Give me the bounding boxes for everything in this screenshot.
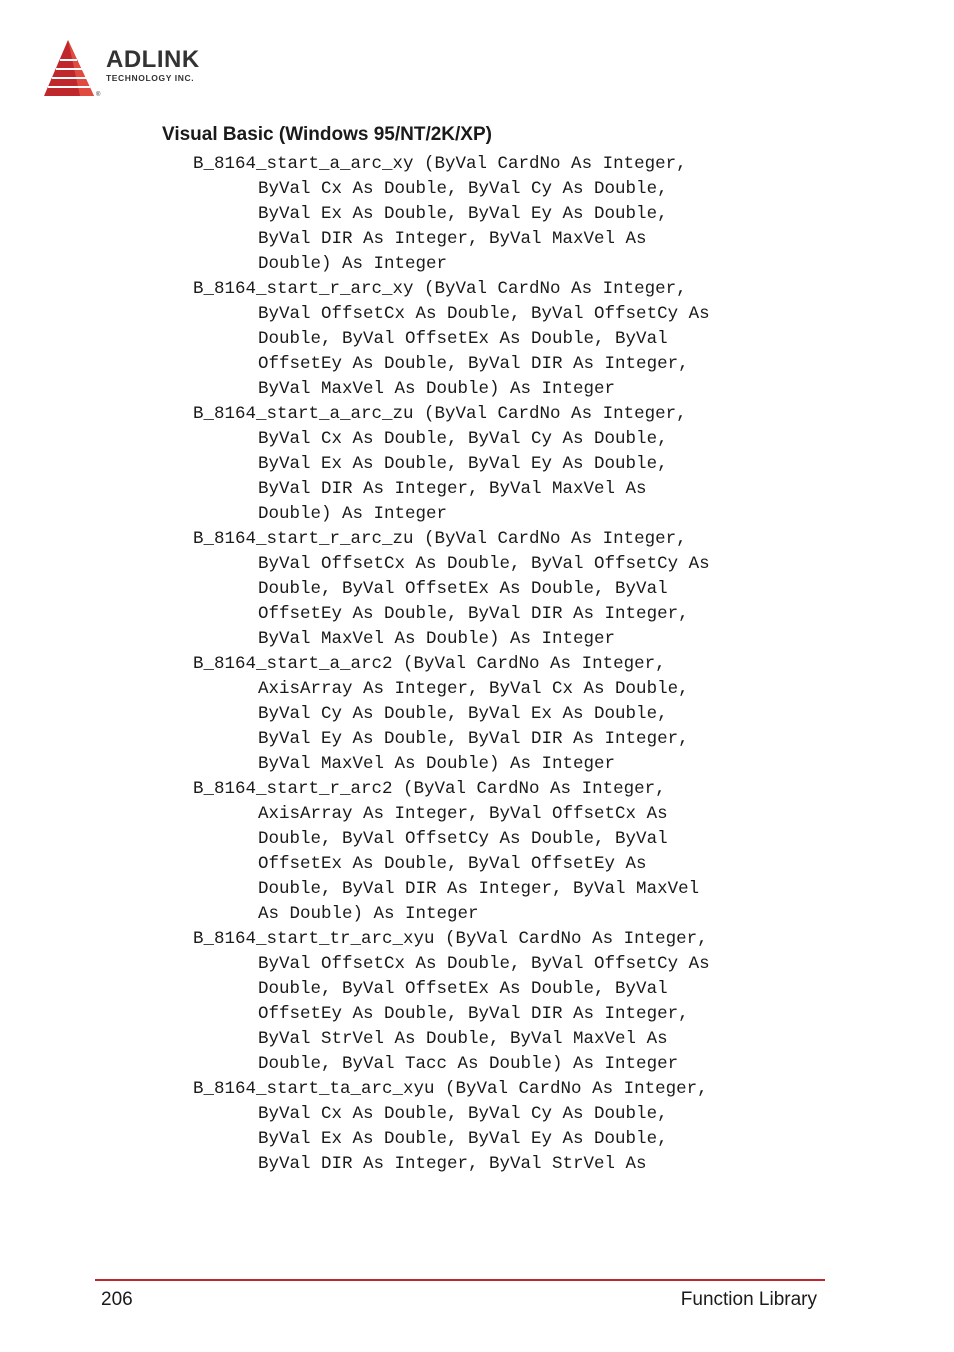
code-continuation-line: ByVal Ex As Double, ByVal Ey As Double,: [258, 1129, 668, 1149]
logo-registered-mark: ®: [96, 92, 101, 98]
logo-brand: ADLINK: [106, 46, 200, 73]
code-continuation-line: ByVal OffsetCx As Double, ByVal OffsetCy As: [258, 954, 710, 974]
code-continuation-line: ByVal Ey As Double, ByVal DIR As Integer,: [258, 729, 689, 749]
function-signature-line: B_8164_start_tr_arc_xyu (ByVal CardNo As Integer,: [193, 929, 708, 949]
code-continuation-line: ByVal OffsetCx As Double, ByVal OffsetCy As: [258, 554, 710, 574]
code-continuation-line: OffsetEy As Double, ByVal DIR As Integer,: [258, 1004, 689, 1024]
code-continuation-line: Double, ByVal OffsetEx As Double, ByVal: [258, 979, 668, 999]
footer-rule: [95, 1279, 825, 1281]
code-continuation-line: ByVal MaxVel As Double) As Integer: [258, 754, 616, 774]
page-number: 206: [101, 1289, 133, 1310]
code-continuation-line: ByVal DIR As Integer, ByVal MaxVel As: [258, 479, 647, 499]
code-continuation-line: ByVal Cx As Double, ByVal Cy As Double,: [258, 1104, 668, 1124]
code-continuation-line: OffsetEx As Double, ByVal OffsetEy As: [258, 854, 647, 874]
code-continuation-line: ByVal StrVel As Double, ByVal MaxVel As: [258, 1029, 668, 1049]
code-continuation-line: OffsetEy As Double, ByVal DIR As Integer,: [258, 604, 689, 624]
code-continuation-line: Double, ByVal OffsetEx As Double, ByVal: [258, 329, 668, 349]
footer-title: Function Library: [680, 1289, 817, 1310]
code-continuation-line: ByVal Cx As Double, ByVal Cy As Double,: [258, 179, 668, 199]
function-signature-line: B_8164_start_r_arc_xy (ByVal CardNo As Integer,: [193, 279, 687, 299]
function-signature-line: B_8164_start_a_arc2 (ByVal CardNo As Integer,: [193, 654, 666, 674]
section-title: Visual Basic (Windows 95/NT/2K/XP): [162, 124, 492, 145]
code-continuation-line: ByVal Cx As Double, ByVal Cy As Double,: [258, 429, 668, 449]
code-continuation-line: Double, ByVal OffsetCy As Double, ByVal: [258, 829, 668, 849]
function-signature-line: B_8164_start_a_arc_zu (ByVal CardNo As Integer,: [193, 404, 687, 424]
code-continuation-line: ByVal DIR As Integer, ByVal MaxVel As: [258, 229, 647, 249]
code-continuation-line: ByVal MaxVel As Double) As Integer: [258, 629, 616, 649]
code-continuation-line: As Double) As Integer: [258, 904, 479, 924]
code-continuation-line: Double, ByVal OffsetEx As Double, ByVal: [258, 579, 668, 599]
function-signature-line: B_8164_start_ta_arc_xyu (ByVal CardNo As Integer,: [193, 1079, 708, 1099]
code-continuation-line: ByVal Ex As Double, ByVal Ey As Double,: [258, 454, 668, 474]
adlink-logo: [42, 38, 242, 100]
code-continuation-line: Double, ByVal DIR As Integer, ByVal MaxVel: [258, 879, 700, 899]
code-continuation-line: ByVal Ex As Double, ByVal Ey As Double,: [258, 204, 668, 224]
code-continuation-line: OffsetEy As Double, ByVal DIR As Integer,: [258, 354, 689, 374]
function-signature-line: B_8164_start_a_arc_xy (ByVal CardNo As Integer,: [193, 154, 687, 174]
code-continuation-line: ByVal DIR As Integer, ByVal StrVel As: [258, 1154, 647, 1174]
code-continuation-line: ByVal OffsetCx As Double, ByVal OffsetCy As: [258, 304, 710, 324]
function-signature-line: B_8164_start_r_arc2 (ByVal CardNo As Integer,: [193, 779, 666, 799]
code-continuation-line: ByVal MaxVel As Double) As Integer: [258, 379, 616, 399]
function-signature-line: B_8164_start_r_arc_zu (ByVal CardNo As Integer,: [193, 529, 687, 549]
code-continuation-line: Double, ByVal Tacc As Double) As Integer: [258, 1054, 679, 1074]
code-continuation-line: AxisArray As Integer, ByVal Cx As Double,: [258, 679, 689, 699]
code-continuation-line: AxisArray As Integer, ByVal OffsetCx As: [258, 804, 668, 824]
code-continuation-line: Double) As Integer: [258, 504, 448, 524]
code-block: [193, 152, 813, 1177]
code-continuation-line: Double) As Integer: [258, 254, 448, 274]
triangle-logo-icon: [42, 38, 104, 100]
logo-tagline: TECHNOLOGY INC.: [106, 73, 195, 83]
code-continuation-line: ByVal Cy As Double, ByVal Ex As Double,: [258, 704, 668, 724]
